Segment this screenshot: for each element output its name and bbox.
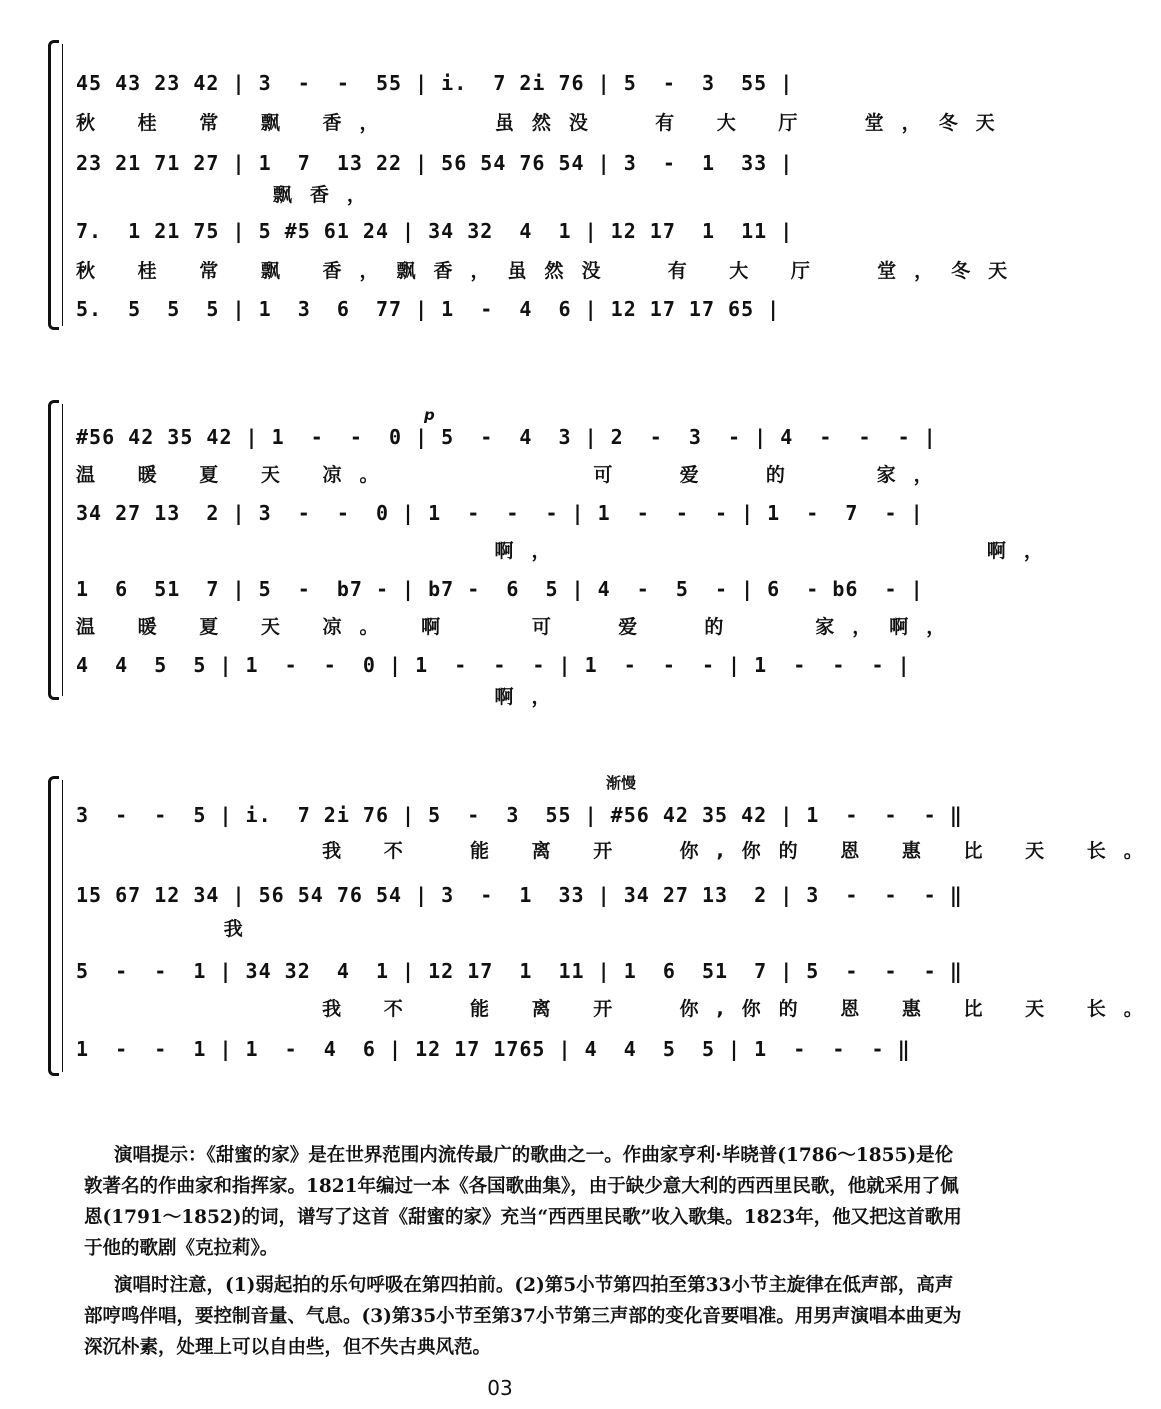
voice-2-notes: 34 27 13 2 | 3 - - 0 | 1 - - - | 1 - - - | 1 - 7 - | xyxy=(76,501,924,525)
system-line xyxy=(62,44,63,326)
tempo-marking: 渐慢 xyxy=(606,774,637,792)
voice-3-lyrics: 我 不 能 离 开 你,你的 恩 惠 比 天 长。 xyxy=(76,997,1161,1020)
system-bracket xyxy=(48,400,59,700)
performance-notes xyxy=(84,1140,964,1369)
system-line xyxy=(62,404,63,696)
notes-paragraph-2: 演唱时注意，(1)弱起拍的乐句呼吸在第四拍前。(2)第5小节第四拍至第33小节主旋律在低声部，高声部哼鸣伴唱，要控制音量、气息。(3)第35小节至第37小节第三声部的变化音要唱准。用男声演唱本曲更为深沉朴素，处理上可以自由些，但不失古典风范。 xyxy=(84,1275,962,1358)
voice-3-lyrics: 温 暖 夏 天 凉。 啊 可 爱 的 家，啊， xyxy=(76,615,964,638)
dynamic-marking: p xyxy=(424,406,435,424)
voice-4-notes: 1 - - 1 | 1 - 4 6 | 12 17 1765 | 4 4 5 5 | 1 - - - ‖ xyxy=(76,1037,911,1061)
score-system-2 xyxy=(58,400,1061,708)
voice-2-notes: 23 21 71 27 | 1 7 13 22 | 56 54 76 54 | 3 - 1 33 | xyxy=(76,151,794,175)
voice-2-notes: 15 67 12 34 | 56 54 76 54 | 3 - 1 33 | 34 27 13 2 | 3 - - - ‖ xyxy=(76,883,963,907)
voice-1-lyrics: 我 不 能 离 开 你,你的 恩 惠 比 天 长。 xyxy=(76,839,1161,862)
voice-1-notes: 45 43 23 42 | 3 - - 55 | i. 7 2i 76 | 5 - 3 55 | xyxy=(76,71,794,95)
system-bracket xyxy=(48,776,59,1076)
voice-4-lyrics: 啊， xyxy=(76,685,569,708)
voice-2-lyrics: 我 xyxy=(76,917,261,940)
voice-2-lyrics: 飘香， xyxy=(76,183,384,206)
voice-3-notes: 1 6 51 7 | 5 - b7 - | b7 - 6 5 | 4 - 5 - | 6 - b6 - | xyxy=(76,577,924,601)
voice-3-notes: 5 - - 1 | 34 32 4 1 | 12 17 1 11 | 1 6 51 7 | 5 - - - ‖ xyxy=(76,959,963,983)
voice-3-notes: 7. 1 21 75 | 5 #5 61 24 | 34 32 4 1 | 12 17 1 11 | xyxy=(76,219,794,243)
voice-1-lyrics: 秋 桂 常 飘 香， 虽然没 有 大 厅 堂，冬天 xyxy=(76,111,1013,134)
system-line xyxy=(62,780,63,1072)
voice-2-lyrics: 啊， 啊， xyxy=(76,539,1061,562)
score-system-1 xyxy=(58,40,1026,330)
voice-4-notes: 4 4 5 5 | 1 - - 0 | 1 - - - | 1 - - - | 1 - - - | xyxy=(76,653,911,677)
notes-paragraph-1: 演唱提示：《甜蜜的家》是在世界范围内流传最广的歌曲之一。作曲家亨利·毕晓普(1786～1855)是伦敦著名的作曲家和指挥家。1821年编过一本《各国歌曲集》，由于缺少意大利的西西里民歌，他就采用了佩恩(1791～1852)的词，谱写了这首《甜蜜的家》充当“西西里民歌”收入歌集。1823年，他又把这首歌用于他的歌剧《克拉莉》。 xyxy=(84,1145,962,1259)
voice-1-notes: #56 42 35 42 | 1 - - 0 | 5 - 4 3 | 2 - 3 - | 4 - - - | xyxy=(76,425,937,449)
voice-1-notes: 3 - - 5 | i. 7 2i 76 | 5 - 3 55 | #56 42 35 42 | 1 - - - ‖ xyxy=(76,803,963,827)
voice-1-lyrics: 温 暖 夏 天 凉。 可 爱 的 家， xyxy=(76,463,951,486)
system-bracket xyxy=(48,40,59,330)
page-number: 03 xyxy=(487,1376,513,1400)
voice-3-lyrics: 秋 桂 常 飘 香，飘香，虽然没 有 大 厅 堂，冬天 xyxy=(76,259,1026,282)
score-system-3 xyxy=(58,774,1161,1076)
voice-4-notes: 5. 5 5 5 | 1 3 6 77 | 1 - 4 6 | 12 17 17 65 | xyxy=(76,297,781,321)
